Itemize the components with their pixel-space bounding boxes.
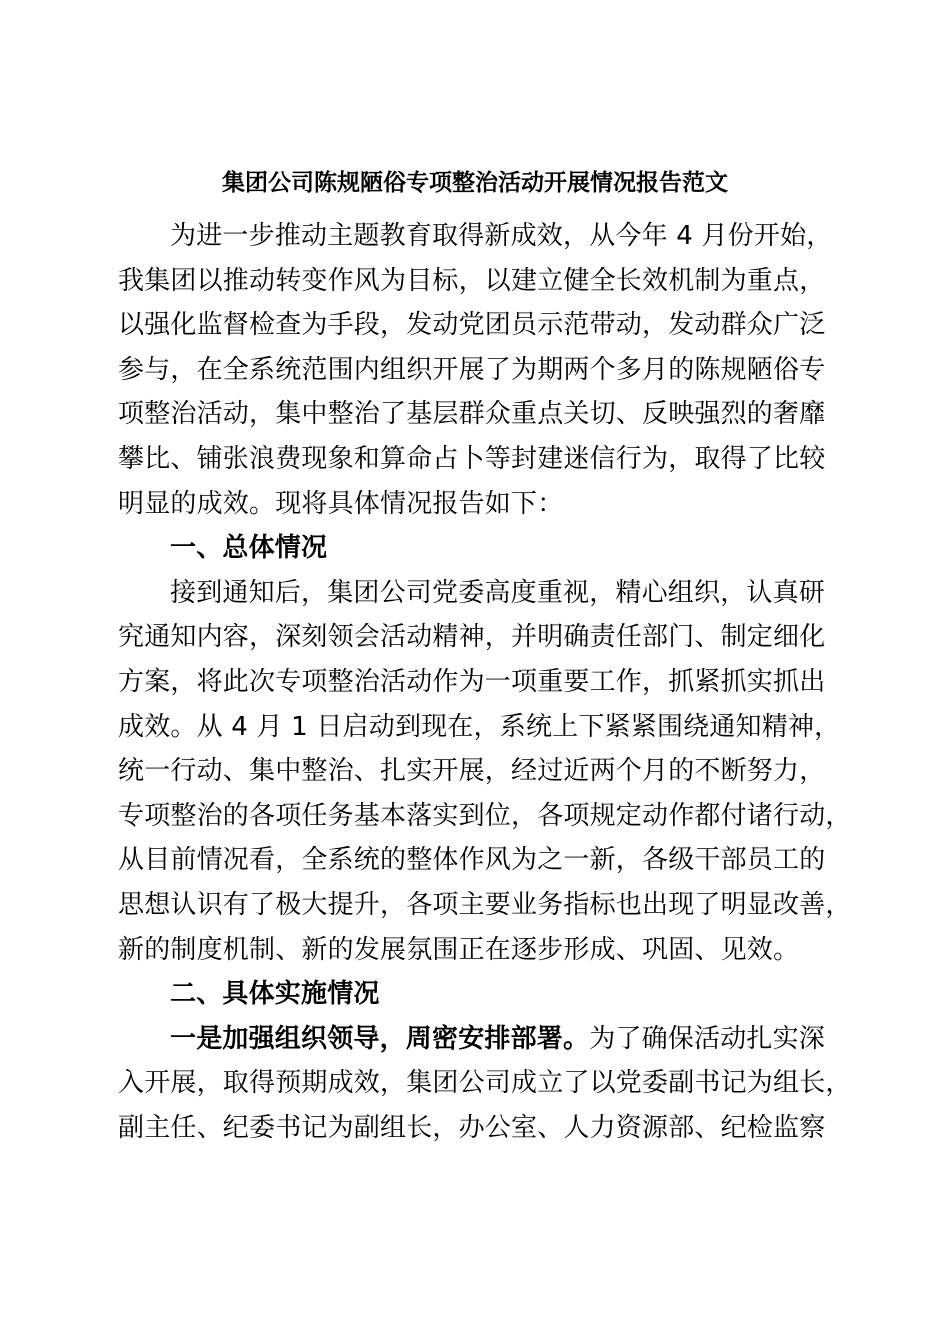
paragraph-line: 入开展，取得预期成效，集团公司成立了以党委副书记为组长，: [118, 1068, 852, 1099]
lead-rest-text: 为了确保活动扎实深: [589, 1023, 826, 1054]
paragraph-line: 为进一步推动主题教育取得新成效，从今年 4 月份开始，: [170, 221, 833, 251]
section-heading-implementation: 二、具体实施情况: [170, 979, 380, 1010]
paragraph-line: 攀比、铺张浪费现象和算命占卜等封建迷信行为，取得了比较: [118, 443, 826, 474]
document-body: [118, 214, 852, 1150]
document-title: 集团公司陈规陋俗专项整治活动开展情况报告范文: [222, 170, 728, 196]
paragraph-line: 项整治活动，集中整治了基层群众重点关切、反映强烈的奢靡: [118, 399, 826, 430]
paragraph-line: 统一行动、集中整治、扎实开展，经过近两个月的不断努力，: [118, 756, 826, 787]
paragraph-line: 专项整治的各项任务基本落实到位，各项规定动作都付诸行动，: [118, 800, 852, 831]
section-heading-overall: 一、总体情况: [170, 533, 328, 564]
paragraph-line: 接到通知后，集团公司党委高度重视，精心组织，认真研: [170, 577, 826, 608]
paragraph-line: [118, 1017, 838, 1062]
paragraph-line: 思想认识有了极大提升，各项主要业务指标也出现了明显改善，: [118, 889, 852, 920]
paragraph-line: 究通知内容，深刻领会活动精神，并明确责任部门、制定细化: [118, 622, 826, 653]
paragraph-line: 明显的成效。现将具体情况报告如下：: [118, 488, 564, 519]
paragraph-line: 副主任、纪委书记为副组长，办公室、人力资源部、纪检监察: [118, 1112, 826, 1143]
paragraph-line: 新的制度机制、新的发展氛围正在逐步形成、巩固、见效。: [118, 934, 800, 965]
paragraph-line: 我集团以推动转变作风为目标，以建立健全长效机制为重点，: [118, 265, 826, 296]
bold-lead-text: 一是加强组织领导，周密安排部署。: [170, 1023, 590, 1054]
paragraph-line: 以强化监督检查为手段，发动党团员示范带动，发动群众广泛: [118, 310, 826, 341]
paragraph-line: 参与，在全系统范围内组织开展了为期两个多月的陈规陋俗专: [118, 354, 826, 385]
paragraph-line: 方案，将此次专项整治活动作为一项重要工作，抓紧抓实抓出: [118, 666, 826, 697]
paragraph-line: 从目前情况看，全系统的整体作风为之一新，各级干部员工的: [118, 845, 826, 876]
paragraph-line: 成效。从 4 月 1 日启动到现在，系统上下紧紧围绕通知精神，: [118, 711, 841, 742]
